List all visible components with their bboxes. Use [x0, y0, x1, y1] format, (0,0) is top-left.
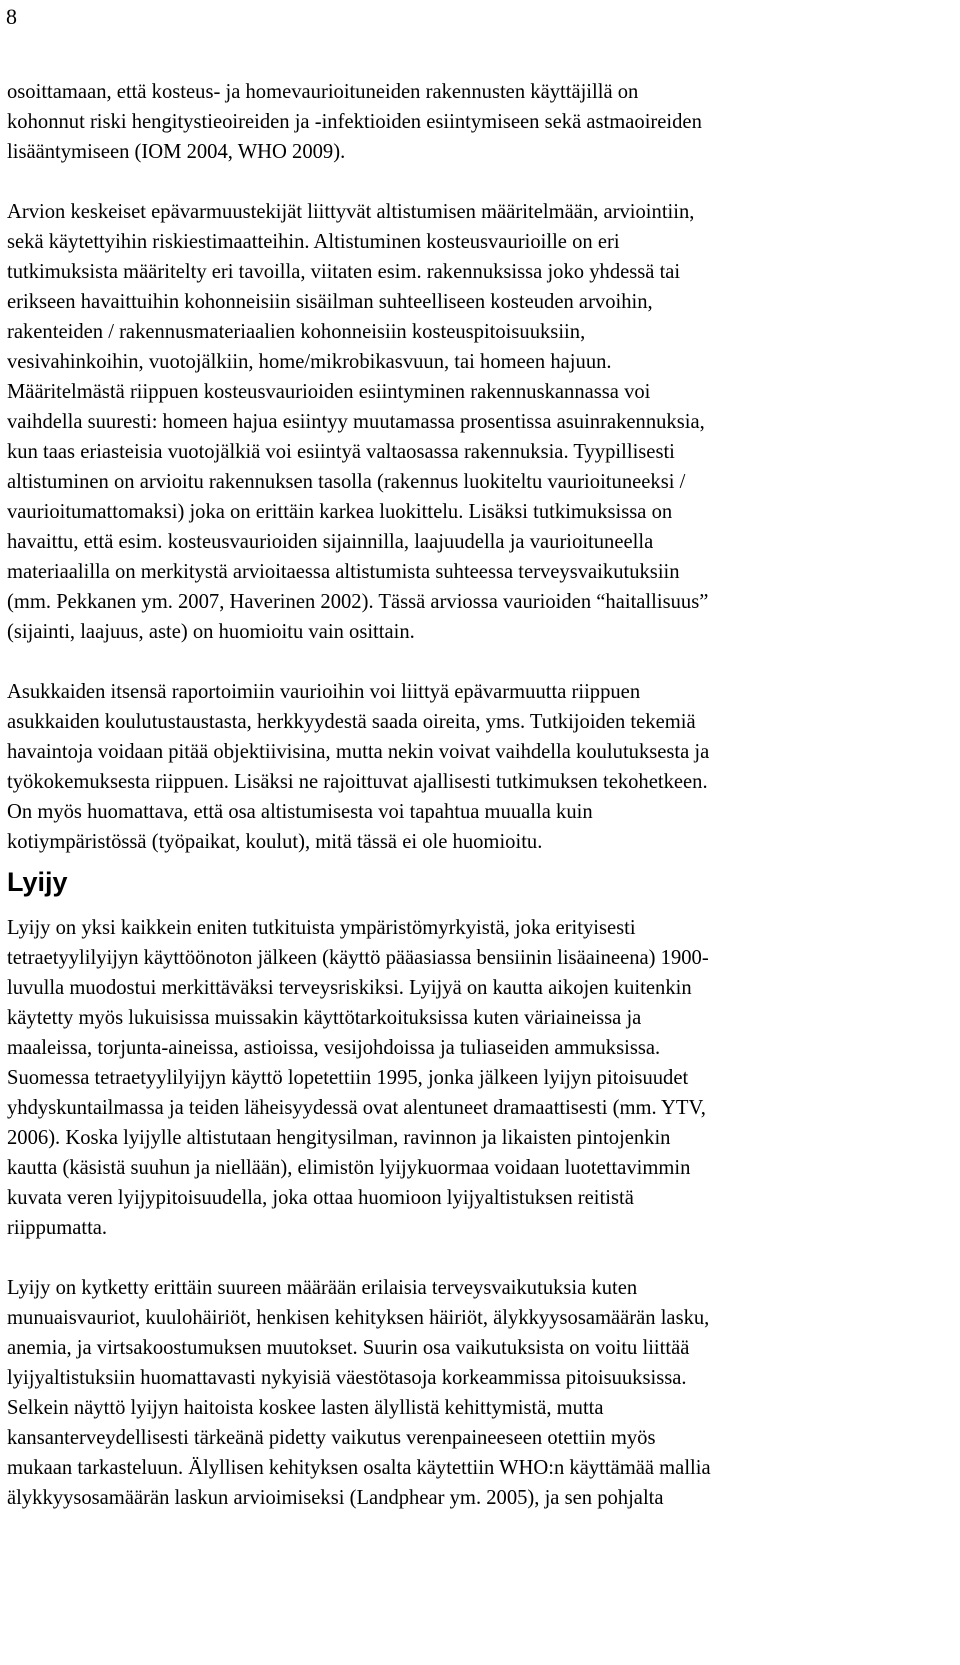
paragraph-gap [7, 1243, 952, 1273]
paragraph-lead-health-effects [7, 1273, 952, 1513]
text-line: (sijainti, laajuus, aste) on huomioitu vain osittain. [7, 621, 415, 643]
text-line: asukkaiden koulutustaustasta, herkkyydestä saada oireita, yms. Tutkijoiden tekemiä [7, 711, 696, 733]
text-line: kohonnut riski hengitystieoireiden ja -infektioiden esiintymiseen sekä astmaoireiden [7, 111, 702, 133]
text-line: vaurioitumattomaksi) joka on erittäin karkea luokittelu. Lisäksi tutkimuksissa on [7, 501, 673, 523]
text-line: Suomessa tetraetyylilyijyn käyttö lopetettiin 1995, jonka jälkeen lyijyn pitoisuudet [7, 1067, 689, 1089]
paragraph-gap [7, 647, 952, 677]
text-line: altistuminen on arvioitu rakennuksen tasolla (rakennus luokiteltu vaurioituneeksi / [7, 471, 686, 493]
text-line: On myös huomattava, että osa altistumisesta voi tapahtua muualla kuin [7, 801, 593, 823]
text-line: sekä käytettyihin riskiestimaatteihin. Altistuminen kosteusvaurioille on eri [7, 231, 620, 253]
text-line: 2006). Koska lyijylle altistutaan hengitysilman, ravinnon ja likaisten pintojenkin [7, 1127, 671, 1149]
text-line: mukaan tarkasteluun. Älyllisen kehityksen osalta käytettiin WHO:n käyttämää mallia [7, 1457, 711, 1479]
text-line: rakenteiden / rakennusmateriaalien kohonneisiin kosteuspitoisuuksiin, [7, 321, 586, 343]
paragraph-lead-intro [7, 913, 952, 1243]
text-line: yhdyskuntailmassa ja teiden läheisyydessä ovat alentuneet dramaattisesti (mm. YTV, [7, 1097, 706, 1119]
text-line: kun taas eriasteisia vuotojälkiä voi esiintyä valtaosassa rakennuksia. Tyypillisesti [7, 441, 675, 463]
text-line: munuaisvauriot, kuulohäiriöt, henkisen kehityksen häiriöt, älykkyysosamäärän lasku, [7, 1307, 710, 1329]
text-line: Lyijy on yksi kaikkein eniten tutkituista ympäristömyrkyistä, joka erityisesti [7, 917, 636, 939]
text-line: kotiympäristössä (työpaikat, koulut), mitä tässä ei ole huomioitu. [7, 831, 543, 853]
text-line: erikseen havaittuihin kohonneisiin sisäilman suhteelliseen kosteuden arvoihin, [7, 291, 653, 313]
paragraph-gap [7, 167, 952, 197]
text-line: tutkimuksista määritelty eri tavoilla, viitaten esim. rakennuksissa joko yhdessä tai [7, 261, 681, 283]
text-line: lyijyaltistuksiin huomattavasti nykyisiä väestötasoja korkeammissa pitoisuuksissa. [7, 1367, 687, 1389]
text-line: riippumatta. [7, 1217, 108, 1239]
page-number: 8 [6, 4, 17, 29]
text-line: havaintoja voidaan pitää objektiivisina, mutta nekin voivat vaihdella koulutuksesta ja [7, 741, 710, 763]
text-line: lisääntymiseen (IOM 2004, WHO 2009). [7, 141, 346, 163]
text-line: älykkyysosamäärän laskun arvioimiseksi (Landphear ym. 2005), ja sen pohjalta [7, 1487, 664, 1509]
text-line: maaleissa, torjunta-aineissa, astioissa, vesijohdoissa ja tuliaseiden ammuksissa. [7, 1037, 661, 1059]
paragraph-self-reported-damage [7, 677, 952, 857]
section-heading-lyijy: Lyijy [7, 867, 68, 897]
text-line: luvulla muodostui merkittäväksi terveysriskiksi. Lyijyä on kautta aikojen kuitenkin [7, 977, 692, 999]
text-line: osoittamaan, että kosteus- ja homevaurioituneiden rakennusten käyttäjillä on [7, 81, 639, 103]
text-line: Selkein näyttö lyijyn haitoista koskee lasten älyllistä kehittymistä, mutta [7, 1397, 604, 1419]
text-line: anemia, ja virtsakoostumuksen muutokset. Suurin osa vaikutuksista on voitu liittää [7, 1337, 690, 1359]
text-line: Arvion keskeiset epävarmuustekijät liittyvät altistumisen määritelmään, arviointiin, [7, 201, 695, 223]
paragraph-exposure-risk [7, 77, 952, 167]
text-line: kautta (käsistä suuhun ja niellään), elimistön lyijykuormaa voidaan luotettavimmin [7, 1157, 691, 1179]
text-line: Määritelmästä riippuen kosteusvaurioiden esiintyminen rakennuskannassa voi [7, 381, 651, 403]
text-line: Lyijy on kytketty erittäin suureen määrään erilaisia terveysvaikutuksia kuten [7, 1277, 638, 1299]
document-body [7, 77, 952, 1513]
text-line: (mm. Pekkanen ym. 2007, Haverinen 2002). Tässä arviossa vaurioiden “haitallisuus” [7, 591, 709, 613]
paragraph-uncertainty-factors [7, 197, 952, 647]
text-line: materiaalilla on merkitystä arvioitaessa altistumista suhteessa terveysvaikutuksiin [7, 561, 680, 583]
text-line: tetraetyylilyijyn käyttöönoton jälkeen (käyttö pääasiassa bensiinin lisäaineena) 1900- [7, 947, 709, 969]
text-line: kuvata veren lyijypitoisuudella, joka ottaa huomioon lyijyaltistuksen reitistä [7, 1187, 634, 1209]
text-line: Asukkaiden itsensä raportoimiin vaurioihin voi liittyä epävarmuutta riippuen [7, 681, 641, 703]
text-line: vaihdella suuresti: homeen hajua esiintyy muutamassa prosentissa asuinrakennuksia, [7, 411, 705, 433]
text-line: vesivahinkoihin, vuotojälkiin, home/mikrobikasvuun, tai homeen hajuun. [7, 351, 612, 373]
text-line: työkokemuksesta riippuen. Lisäksi ne rajoittuvat ajallisesti tutkimuksen tekohetkeen. [7, 771, 708, 793]
text-line: havaittu, että esim. kosteusvaurioiden sijainnilla, laajuudella ja vaurioituneella [7, 531, 654, 553]
text-line: kansanterveydellisesti tärkeänä pidetty vaikutus verenpaineeseen otettiin myös [7, 1427, 656, 1449]
text-line: käytetty myös lukuisissa muissakin käyttötarkoituksissa kuten väriaineissa ja [7, 1007, 642, 1029]
